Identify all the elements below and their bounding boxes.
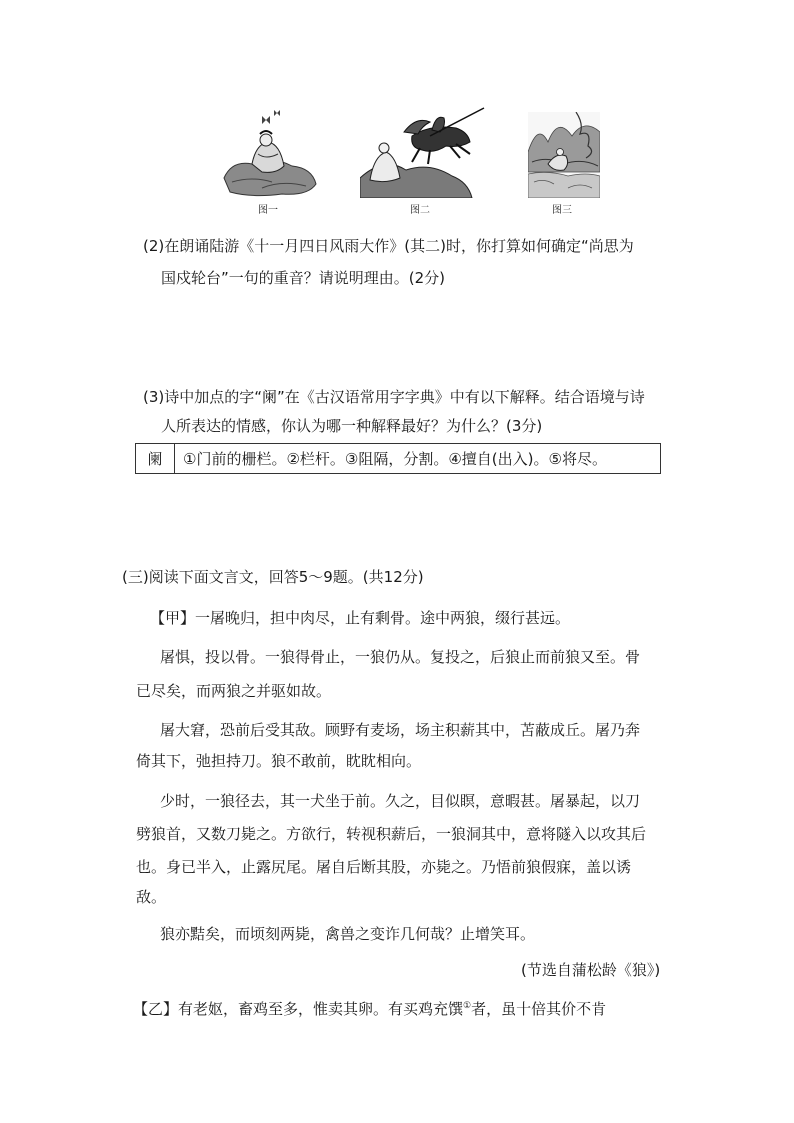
- passage-jia-paragraph-3-line-1: 屠大窘，恐前后受其敌。顾野有麦场，场主积薪其中，苫蔽成丘。屠乃奔: [160, 721, 641, 739]
- question-3-line-2: 人所表达的情感，你认为哪一种解释最好？为什么？(3分): [161, 417, 543, 435]
- passage-jia-paragraph-5: 狼亦黠矣，而顷刻两毙，禽兽之变诈几何哉？止增笑耳。: [160, 925, 536, 943]
- passage-yi-line-1: [133, 998, 606, 1019]
- dictionary-definition-table: [135, 443, 661, 474]
- question-3-line-1: (3)诗中加点的字“阑”在《古汉语常用字字典》中有以下解释。结合语境与诗: [143, 388, 645, 406]
- passage-jia-source: (节选自蒲松龄《狼》): [521, 961, 661, 979]
- passage-jia-paragraph-4-line-3: 也。身已半入，止露尻尾。屠自后断其股，亦毙之。乃悟前狼假寐，盖以诱: [136, 858, 632, 876]
- passage-yi-line-1-start: 【乙】有老妪，畜鸡至多，惟卖其卵。有买鸡充馔: [133, 1000, 464, 1018]
- passage-yi-line-1-end: 者，虽十倍其价不肯: [471, 1000, 607, 1018]
- figure-3-landscape-scene: [528, 112, 600, 198]
- passage-jia-paragraph-4-line-2: 劈狼首，又数刀毙之。方欲行，转视积薪后，一狼洞其中，意将隧入以攻其后: [136, 825, 647, 843]
- passage-jia-paragraph-4-line-1: 少时，一狼径去，其一犬坐于前。久之，目似瞑，意暇甚。屠暴起，以刀: [160, 792, 641, 810]
- dictionary-meanings: ①门前的栅栏。②栏杆。③阻隔，分割。④擅自(出入)。⑤将尽。: [175, 444, 661, 474]
- figure-1-caption: 图一: [258, 205, 278, 216]
- question-2-line-1: (2)在朗诵陆游《十一月四日风雨大作》(其二)时，你打算如何确定“尚思为: [143, 237, 634, 255]
- question-2-line-2: 国戍轮台”一句的重音？请说明理由。(2分): [161, 269, 446, 287]
- figure-3-caption: 图三: [552, 205, 572, 216]
- passage-jia-paragraph-2-line-2: 已尽矣，而两狼之并驱如故。: [136, 682, 332, 700]
- dictionary-character: 阑: [136, 444, 175, 474]
- figure-2-caption: 图二: [410, 205, 430, 216]
- passage-jia-paragraph-3-line-2: 倚其下，弛担持刀。狼不敢前，眈眈相向。: [136, 752, 422, 770]
- table-row: [136, 444, 661, 474]
- figure-1-scholar-butterflies: [222, 108, 318, 198]
- figure-2-horseman-and-dreamer: [360, 106, 488, 198]
- passage-jia-paragraph-1: 【甲】一屠晚归，担中肉尽，止有剩骨。途中两狼，缀行甚远。: [150, 609, 571, 627]
- passage-jia-paragraph-4-line-4: 敌。: [136, 888, 167, 906]
- footnote-marker: ①: [463, 1001, 472, 1011]
- passage-jia-paragraph-2-line-1: 屠惧，投以骨。一狼得骨止，一狼仍从。复投之，后狼止而前狼又至。骨: [160, 648, 641, 666]
- section-3-heading: (三)阅读下面文言文，回答5～9题。(共12分): [122, 568, 424, 586]
